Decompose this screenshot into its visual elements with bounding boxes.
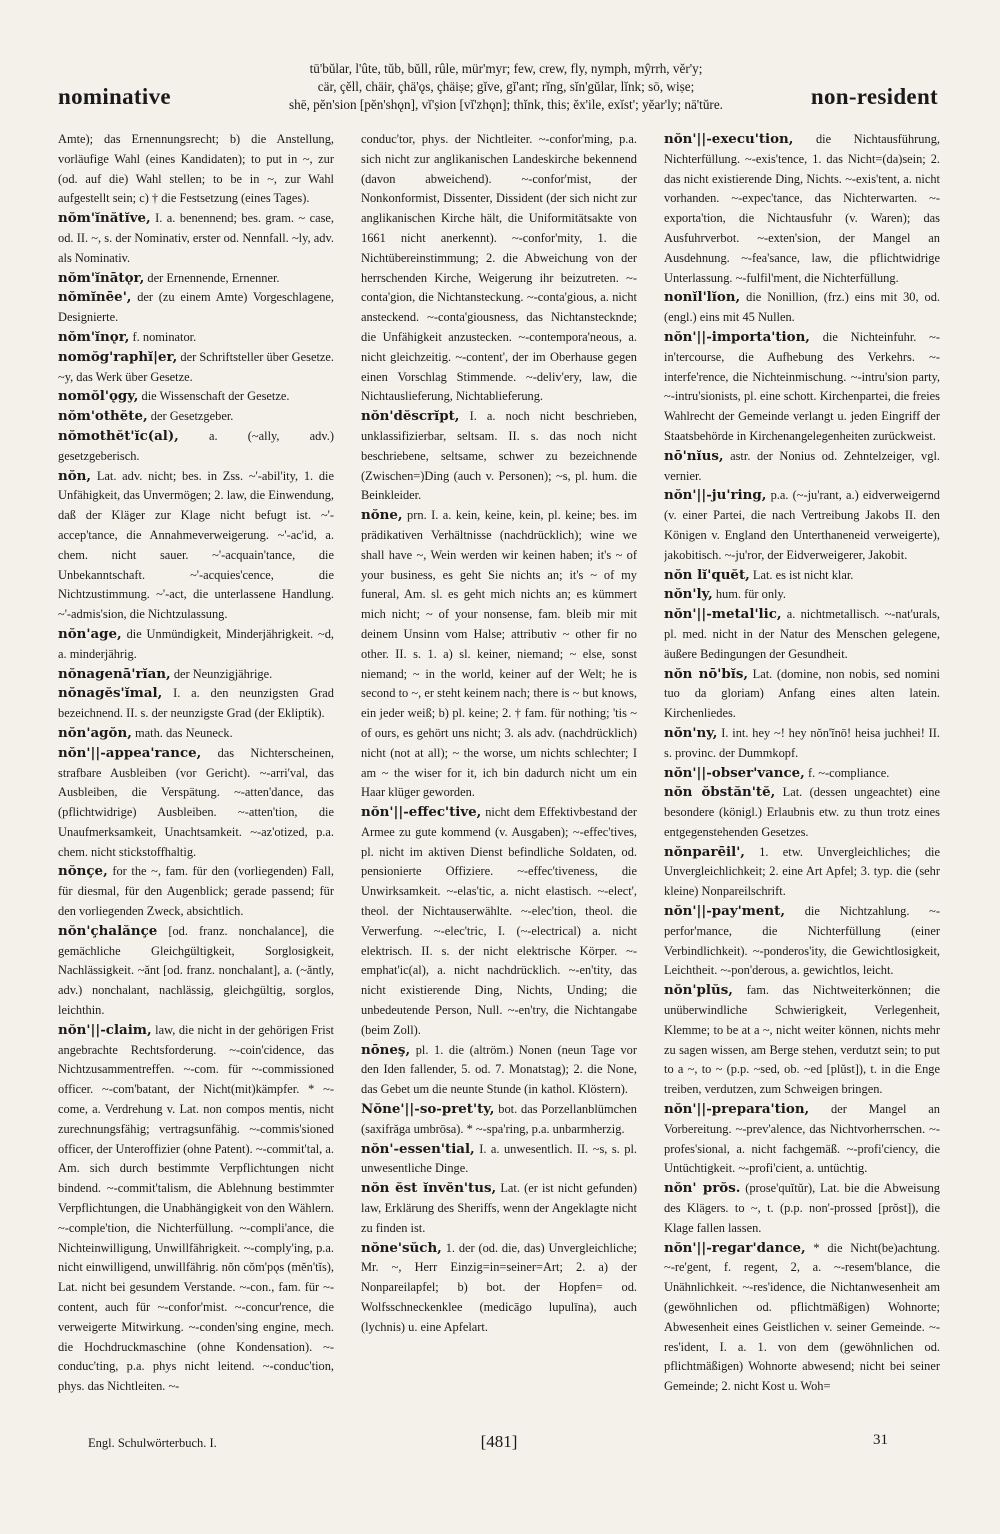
- page-header: [58, 60, 938, 120]
- entry-definition: die Nichtzahlung. ~-perfor'mance, die Nichterfüllung (einer Verbindlichkeit). ~-ponderos'ity, die Gewichtlosigkeit, Leichtheit. ~-pon'derous, a. gewichtlos, leicht.: [664, 904, 940, 978]
- dictionary-entry: [58, 922, 334, 1021]
- entry-headword: Nŏne'||-so-pret'ty,: [361, 1101, 495, 1118]
- entry-definition: I. int. hey ~! hey nŏn'ĭnō! heisa juchhei! II. s. provinc. der Dummkopf.: [664, 725, 940, 760]
- pron-key-line: tū'bŭlar, l'ûte, tŭb, bŭll, rûle, mür'myr; few, crew, fly, nymph, mŷrrh, vĕr'y;: [309, 61, 703, 76]
- entry-definition: a. nichtmetallisch. ~-nat'urals, pl. med. nicht in der Natur des Menschen gelegene, äußere Bedingungen der Gesundheit.: [664, 607, 940, 661]
- column-middle: [361, 130, 637, 1430]
- entry-headword: nŏmĭnēe',: [58, 289, 132, 306]
- entry-headword: nŏn'plŭs,: [664, 982, 733, 999]
- dictionary-entry: [664, 447, 940, 487]
- dictionary-entry: [58, 684, 334, 724]
- entry-headword: nŏne,: [361, 507, 403, 524]
- dictionary-entry: [361, 1179, 637, 1238]
- entry-headword: nŏn'||-effec'tive,: [361, 804, 482, 821]
- entry-definition: die Nonillion, (frz.) eins mit 30, od. (engl.) eins mit 45 Nullen.: [664, 290, 940, 325]
- entry-definition: Lat. (domine, non nobis, sed nomini tuo da gloriam) Anfang eines alten latein. Kirchenliedes.: [664, 666, 940, 721]
- entry-definition: der Mangel an Vorbereitung. ~-prev'alence, das Nichtvorherrschen. ~-profes'sional, a. nicht fachgemäß. ~-profi'ciency, die Untüchtigkeit. ~-profi'cient, a. untüchtig.: [664, 1102, 940, 1176]
- entry-definition: die Nichteinfuhr. ~-in'tercourse, die Aufhebung des Verkehrs. ~-interfe'rence, die Nichteinmischung. ~-intru'sion party, ~-intru'sionists, pl. eine schott. Kirchenpartei, die freies Wahlrecht der Gemeinde verlangt u. jeden Eingriff der Staatsbehörde in Kirchenangelegenheiten zurückweist.: [664, 329, 940, 443]
- dictionary-entry: [664, 605, 940, 664]
- guide-word-right: non-resident: [810, 84, 938, 109]
- entry-definition: I. a. noch nicht beschrieben, unklassifizierbar, seltsam. II. s. das noch nicht beschriebene, seltsame, schwer zu bezeichnende (Zwischen=)Ding (auch v. Personen); ~s, pl. hum. die Beinkleider.: [361, 409, 637, 503]
- entry-definition: Lat. adv. nicht; bes. in Zss. ~'-abil'ity, 1. die Unfähigkeit, das Unvermögen; 2. law, die Einwendung, daß der Kläger zur Klage nicht befugt ist. ~'-accep'tance, die Annahmeverweigerung. ~'-ac'id, a. chem. nicht sauer. ~'-acquain'tance, die Unbekanntschaft. ~'-acquies'cence, die Nichtzustimmung. ~'-act, die unterlassene Handlung. ~'-admis'sion, die Nichtzulassung.: [58, 468, 334, 622]
- dictionary-entry: [664, 486, 940, 565]
- entry-definition: p.a. (~-ju'rant, a.) eidverweigernd (v. einer Partei, die nach Vertreibung Jakobs II. den Königen v. England den Unterthaneneid verweigerte), jakobitisch. ~-ju'ror, der Eidverweigerer, Jakobit.: [664, 488, 940, 562]
- dictionary-columns: [58, 130, 940, 1430]
- dictionary-entry: [664, 130, 940, 288]
- dictionary-entry: [664, 1239, 940, 1397]
- column-left: [58, 130, 334, 1430]
- dictionary-entry: [664, 843, 940, 902]
- entry-definition: pl. 1. die (altröm.) Nonen (neun Tage vor den Iden fallender, 5. od. 7. Monatstag); 2. die None, das Gebet um die neunte Stunde (in kathol. Klöstern).: [361, 1042, 637, 1097]
- entry-definition: (prose'quĭtŭr), Lat. bie die Abweisung des Klägers. to ~, t. (p.p. non'-prossed [prŏst]), die Klage fallen lassen.: [664, 1181, 940, 1235]
- entry-definition: die Unmündigkeit, Minderjährigkeit. ~d, a. minderjährig.: [58, 626, 334, 661]
- entry-definition: Lat. (dessen ungeachtet) eine besondere (königl.) Erlaubnis etw. zu thun trotz eines entgegenstehenden Gesetzes.: [664, 785, 940, 839]
- column-right: [664, 130, 940, 1430]
- dictionary-entry: [664, 764, 940, 784]
- entry-headword: nonĭl'lĭon,: [664, 289, 741, 306]
- entry-headword: nomŏg'raphĭ|er,: [58, 348, 178, 365]
- entry-headword: nŏnagĕs'ĭmal,: [58, 685, 163, 702]
- entry-headword: nŏne'sŭch,: [361, 1239, 442, 1256]
- entry-headword: nŏnçe,: [58, 863, 108, 880]
- entry-headword: nŏn'||-prepara'tion,: [664, 1101, 810, 1118]
- entry-headword: nŏn'||-pay'ment,: [664, 903, 785, 920]
- dictionary-entry: [361, 1239, 637, 1338]
- entry-headword: nŏnagenā'rĭan,: [58, 665, 171, 682]
- entry-definition: I. a. den neunzigsten Grad bezeichnend. II. s. der neunzigste Grad (der Ekliptik).: [58, 686, 334, 721]
- entry-definition: for the ~, fam. für den (vorliegenden) Fall, für diesmal, für den Augenblick; gerade passend; für den vorliegenden Zweck, absichtlich.: [58, 864, 334, 919]
- entry-headword: nŏn'ny,: [664, 724, 718, 741]
- dictionary-entry: [58, 1021, 334, 1397]
- dictionary-entry: [664, 288, 940, 328]
- dictionary-entry: [664, 724, 940, 764]
- entry-definition: law, die nicht in der gehörigen Frist angebrachte Rechtsforderung. ~-coin'cidence, das Nichtzusammentreffen. ~-com. für ~-commissioned officer. ~-com'batant, der Nicht(mit)kämpfer. * ~-come, a. Verdrehung v. Lat. non compos mentis, nicht zurechnungsfähig; vertragsunfähig. ~-commis'sioned officer, der Unteroffizier (ohne Patent). ~-commit'tal, a. Am. sich durch bestimmte Verpflichtungen nicht bindend. ~-commit'talism, die Ablehnung bestimmter Verpflichtungen, die Unabhängigkeit von den Wählern. ~-comple'tion, die Nichterfüllung. ~-compli'ance, die Nichteinwilligung, Unwillfährigkeit. ~-comply'ing, p.a. nicht einwilligend, unwillfährig. nŏn cŏm'pǫs (mĕn'tĭs), Lat. nicht bei gesundem Verstande. ~-con., fam. für ~-content, auch für ~-confor'mist. ~-concur'rence, die verweigerte Mitwirkung. ~-conden'sing engine, mech. die Hochdruckmaschine (ohne Kondensation). ~-conduc'ting, p.a. phys nicht leitend. ~-conduc'tion, phys. das Nichtleiten. ~-: [58, 1022, 334, 1394]
- entry-definition: Amte); das Ernennungsrecht; b) die Anstellung, vorläufige Wahl (eines Kandidaten); to put in ~, zur (od. auf die) Wahl stellen; to be in ~, zur Wahl aufgestellt sein; c) † die Festsetzung (eines Tages).: [58, 132, 334, 206]
- entry-headword: nŏn nō'bĭs,: [664, 665, 749, 682]
- dictionary-entry: [58, 427, 334, 467]
- dictionary-entry: [361, 407, 637, 506]
- entry-definition: der (zu einem Amte) Vorgeschlagene, Designierte.: [58, 290, 334, 325]
- entry-headword: nŏm'ĭnǫr,: [58, 328, 130, 345]
- entry-headword: nŏm'ĭnātǫr,: [58, 269, 145, 286]
- entry-definition: conduc'tor, phys. der Nichtleiter. ~-confor'ming, p.a. sich nicht zur anglikanischen Landeskirche bekennend (davon abweichend). ~-confor'mist, der Nonkonformist, Dissenter, Dissident (der sich nicht zur anglikanischen Kirche hält, die Uniformitätsakte von 1661 nicht anerkennt). ~-confor'mity, 1. die Nichtübereinstimmung; 2. die Abweichung von der herrschenden Kirche, Weigerung ihr beizutreten. ~-conta'gion, die Nichtansteckung. ~-conta'gious, a. nicht ansteckend. ~-conta'giousness, das Nichtanstecknde; die Unfähigkeit anzustecken. ~-contempora'neous, a. nicht gleichzeitig. ~-content', der im Oberhause gegen einen Vorschlag Stimmende. ~-deliv'ery, law, die Nichtauslieferung, Nichtablieferung.: [361, 132, 637, 404]
- dictionary-entry: [58, 288, 334, 328]
- entry-definition: die Wissenschaft der Gesetze.: [141, 389, 290, 404]
- entry-headword: nŏn,: [58, 467, 92, 484]
- entry-definition: der Neunzigjährige.: [173, 666, 273, 681]
- dictionary-entry: [361, 130, 637, 407]
- entry-definition: 1. etw. Unvergleichliches; die Unvergleichlichkeit; 2. eine Art Apfel; 3. typ. die (sehr kleine) Nonpareilschrift.: [664, 844, 940, 899]
- entry-definition: der Schriftsteller über Gesetze. ~y, das Werk über Gesetze.: [58, 349, 334, 384]
- entry-headword: nŏn ĕst ĭnvĕn'tus,: [361, 1180, 497, 1197]
- entry-definition: hum. für only.: [715, 587, 786, 602]
- entry-headword: nŏn'ly,: [664, 586, 713, 603]
- dictionary-entry: [58, 209, 334, 268]
- entry-definition: a. (~ally, adv.) gesetzgeberisch.: [58, 428, 334, 463]
- entry-headword: nŏn'||-obser'vance,: [664, 764, 805, 781]
- entry-definition: prn. I. a. kein, keine, kein, pl. keine; bes. im prädikativen Verhältnisse (nachdrücklich); wine we shall have ~, Wein werden wir keinen haben; it's ~ of your business, es geht Sie nichts an; it's ~ of my funeral, Am. sl. es geht mich nichts an; es kümmert mich nicht; ~ of your nonsense, fam. bleib mir mit deinem Unsinn vom Halse; attributiv ~ other fir no other. II. s. 1. a) sl. keiner, niemand; ~ else, sonst niemand; ~ in the world, keiner auf der Welt; he is second to ~, er steht keinem nach; there is ~ but knows, ein jeder weiß; b) pl. keine; 2. † fam. für nothing; 'tis ~ of ours, es gehört uns nicht; 3. als adv. (nachdrücklich) nicht (not at all); ~ the worse, um nichts schlechter; I am ~ the wiser for it, ich bin dadurch nicht um ein Haar klüger geworden.: [361, 508, 637, 800]
- guide-word-left: nominative: [58, 84, 171, 109]
- dictionary-entry: [664, 328, 940, 447]
- entry-definition: math. das Neuneck.: [134, 725, 233, 740]
- dictionary-entry: [58, 625, 334, 665]
- entry-headword: nŏn'||-claim,: [58, 1021, 152, 1038]
- dictionary-entry: [664, 902, 940, 981]
- pron-key-line: shē, pĕn'sion [pĕn'shǫn], vĭ'ṣion [vĭ'zhǫn]; thĭnk, this; ĕx'ile, exĭst'; yĕar'ly; nā'tŭre.: [289, 97, 723, 112]
- dictionary-entry: [58, 467, 334, 625]
- dictionary-entry: [58, 348, 334, 388]
- entry-definition: * die Nicht(be)achtung. ~-re'gent, f. regent, 2, a. ~-resem'blance, die Unähnlichkeit. ~-res'idence, die Nichtanwesenheit am (gewöhnlichen od. pflichtmäßigen) Wohnorte; Abwesenheit eines Geistlichen v. seiner Gemeinde. ~-res'ident, I. a. 1. von dem (gewöhnlichen od. pflichtmäßigen) Wohnorte abwesend; nicht bei seiner Gemeinde; 2. nicht Kost u. Woh=: [664, 1240, 940, 1394]
- pronunciation-key: [196, 60, 816, 114]
- dictionary-entry: [58, 665, 334, 685]
- entry-headword: nŏmothĕt'ĭc(al),: [58, 427, 179, 444]
- dictionary-entry: [58, 130, 334, 209]
- page-number: [481]: [480, 1432, 518, 1451]
- entry-definition: I. a. benennend; bes. gram. ~ case, od. II. ~, s. der Nominativ, erster od. Nennfall. ~ly, adv. als Nominativ.: [58, 211, 334, 265]
- entry-definition: Lat. (er ist nicht gefunden) law, Erklärung des Sheriffs, wenn der Angeklagte nicht zu finden ist.: [361, 1181, 637, 1235]
- entry-headword: nŏn lĭ'quĕt,: [664, 566, 750, 583]
- entry-headword: nŏn'||-execu'tion,: [664, 131, 794, 147]
- entry-headword: nŏn'||-regar'dance,: [664, 1239, 806, 1256]
- dictionary-entry: [361, 506, 637, 803]
- entry-headword: nomŏl'ǫgy,: [58, 388, 139, 405]
- signature-mark: 31: [873, 1432, 888, 1448]
- dictionary-entry: [58, 744, 334, 863]
- entry-definition: f. ~-compliance.: [807, 765, 890, 780]
- entry-headword: nŏn'||-appea'rance,: [58, 744, 202, 761]
- dictionary-entry: [58, 407, 334, 427]
- dictionary-entry: [361, 803, 637, 1041]
- entry-headword: nŏn'||-metal'lic,: [664, 606, 782, 623]
- entry-definition: nicht dem Effektivbestand der Armee zu gute kommend (v. Ausgaben); ~-effec'tives, pl. nicht im aktiven Dienst befindliche Soldaten, od. pensionierte Offiziere. ~-effec'tiveness, die Unwirksamkeit. ~-elas'tic, a. nicht elastisch. ~-elect', theol. der Nichtauserwählte. ~-elec'tion, theol. die Verwerfung. ~-elec'tric, I. (~-electrical) a. nicht elektrisch. II. s. der nicht elektrische Körper. ~-emphat'ic(al), a. nicht nachdrücklich. ~-en'tity, das nicht existierende Ding, Nichts, Unding; die unbedeutende Person, Null. ~-en'try, die Nichtangabe (beim Zoll).: [361, 805, 637, 1037]
- dictionary-entry: [361, 1140, 637, 1180]
- dictionary-entry: [664, 585, 940, 605]
- dictionary-entry: [58, 328, 334, 348]
- entry-headword: nŏnparēil',: [664, 843, 745, 860]
- entry-definition: bot. das Porzellanblümchen (saxifrăga umbrōsa). * ~-spa'ring, p.a. unbarmherzig.: [361, 1102, 637, 1136]
- dictionary-entry: [361, 1100, 637, 1140]
- entry-headword: nō'nĭus,: [664, 447, 724, 464]
- entry-headword: nŏn ŏbstăn'tĕ,: [664, 784, 776, 801]
- entry-definition: [od. franz. nonchalance], die gemächliche Gleichgültigkeit, Sorglosigkeit, Nachlässigkeit. ~ănt [od. franz. nonchalant], a. (~ăntly, adv.) nonchalant, nachlässig, gleichgültig, sorglos, leichthin.: [58, 923, 334, 1018]
- page-footer: [58, 1432, 940, 1462]
- dictionary-entry: [664, 981, 940, 1100]
- entry-definition: die Nichtausführung, Nichterfüllung. ~-exis'tence, 1. das Nicht=(da)sein; 2. das nicht existierende Ding, Nichts. ~-exis'tent, a. nicht vorhanden. ~-expec'tance, das Nichterwarten. ~-exporta'tion, die Nichtausfuhr (v. Waren); das Ausfuhrverbot. ~-exten'sion, der Mangel an Ausdehnung. ~-fea'sance, law, die pflichtwidrige Unterlassung. ~-fulfil'ment, die Nichterfüllung.: [664, 132, 940, 285]
- entry-definition: das Nichterscheinen, strafbare Ausbleiben (vor Gericht). ~-arri'val, das Ausbleiben, die Verspätung. ~-atten'dance, das (pflichtwidrige) Ausbleiben. ~-atten'tion, die Unaufmerksamkeit, Unachtsamkeit. ~-az'otized, p.a. chem. nicht stickstoffhaltig.: [58, 745, 334, 859]
- entry-definition: der Ernennende, Ernenner.: [147, 270, 280, 285]
- entry-headword: nōneş,: [361, 1041, 411, 1058]
- entry-definition: f. nominator.: [132, 329, 197, 344]
- dictionary-entry: [361, 1041, 637, 1100]
- entry-headword: nŏn'||-ju'ring,: [664, 487, 767, 504]
- dictionary-entry: [664, 783, 940, 842]
- entry-headword: nŏn'çhalănçe: [58, 922, 158, 939]
- dictionary-entry: [664, 1179, 940, 1238]
- entry-headword: nŏm'othĕte,: [58, 408, 148, 425]
- dictionary-entry: [58, 724, 334, 744]
- entry-headword: nŏn'age,: [58, 625, 122, 642]
- entry-definition: astr. der Nonius od. Zehntelzeiger, vgl. vernier.: [664, 448, 940, 483]
- entry-headword: nŏn'-essen'tial,: [361, 1140, 475, 1157]
- dictionary-entry: [58, 862, 334, 921]
- entry-headword: nŏn' prŏs.: [664, 1180, 741, 1197]
- entry-headword: nŏm'ĭnătĭve,: [58, 210, 151, 227]
- dictionary-entry: [58, 387, 334, 407]
- entry-definition: I. a. unwesentlich. II. ~s, s. pl. unwesentliche Dinge.: [361, 1141, 637, 1176]
- entry-definition: Lat. es ist nicht klar.: [752, 567, 854, 582]
- entry-definition: der Gesetzgeber.: [150, 409, 234, 424]
- dictionary-entry: [664, 1100, 940, 1179]
- entry-definition: fam. das Nichtweiterkönnen; die unüberwindliche Schwierigkeit, Verlegenheit, Klemme; to be at a ~, nicht weiter können, nichts mehr zu sagen wissen, am Berge stehen, verdutzt sein; to put to a ~, to ~ (p.p. ~sed, ob. ~ed [plŭst]), t. in die Enge treiben, verdutzen, zum Schweigen bringen.: [664, 983, 940, 1097]
- footer-book-title: Engl. Schulwörterbuch. I.: [88, 1436, 217, 1450]
- dictionary-entry: [664, 566, 940, 586]
- pron-key-line: cär, çĕll, chäir, çhä'ǫs, çhäiṣe; gĭve, gĭ'ant; rĭng, sĭn'gŭlar, lĭnk; sō, wiṣe;: [317, 79, 695, 94]
- entry-headword: nŏn'agŏn,: [58, 724, 132, 741]
- dictionary-entry: [664, 665, 940, 724]
- entry-headword: nŏn'||-importa'tion,: [664, 328, 810, 345]
- dictionary-entry: [58, 269, 334, 289]
- entry-definition: 1. der (od. die, das) Unvergleichliche; Mr. ~, Herr Einzig=in=seiner=Art; 2. a) der Nonpareilapfel; b) bot. der Hopfen= od. Wolfsschneckenklee (medicāgo lupulīna), auch (lychnis) u. eine Apfelart.: [361, 1240, 637, 1334]
- entry-headword: nŏn'dĕscrĭpt,: [361, 408, 460, 425]
